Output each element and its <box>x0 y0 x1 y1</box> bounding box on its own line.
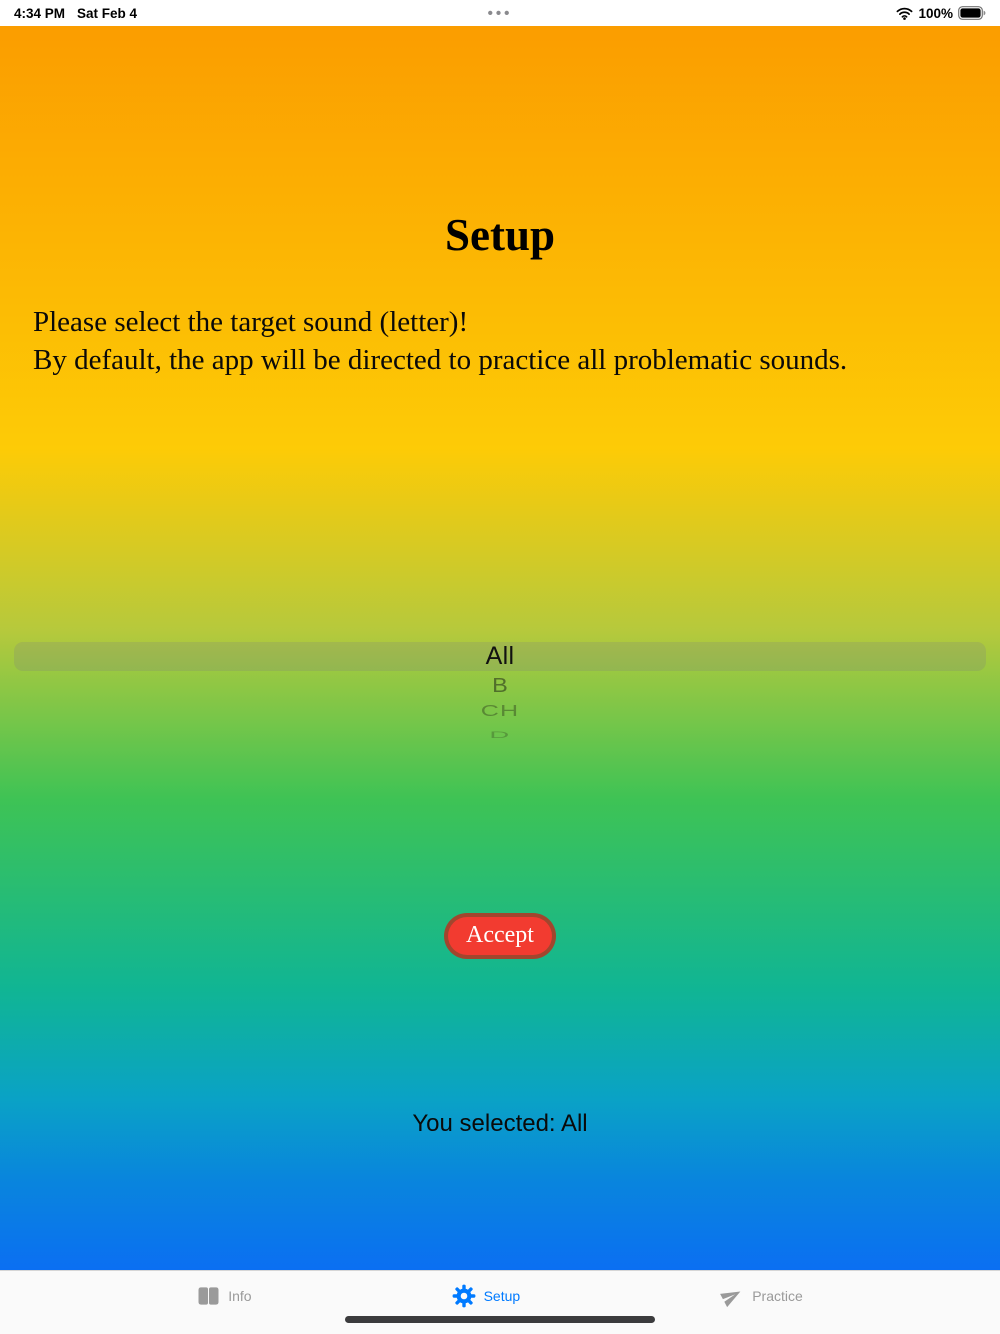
book-icon <box>197 1286 220 1306</box>
picker-item[interactable]: D <box>489 729 511 741</box>
wifi-icon <box>896 7 913 20</box>
page-title: Setup <box>444 210 556 260</box>
selection-status-text: You selected: All <box>412 1110 588 1137</box>
sound-picker-wheel[interactable] <box>0 626 1000 751</box>
instruction-line-1: Please select the target sound (letter)! <box>33 306 469 338</box>
instruction-line-2: By default, the app will be directed to practice all problematic sounds. <box>33 344 848 376</box>
tab-practice-label: Practice <box>752 1288 803 1304</box>
tab-info-label: Info <box>228 1288 252 1304</box>
picker-selected-item[interactable]: All <box>485 642 515 670</box>
tab-setup[interactable] <box>452 1284 521 1308</box>
home-indicator[interactable] <box>345 1316 655 1323</box>
tab-bar <box>0 1270 1000 1334</box>
battery-percent: 100% <box>918 5 953 21</box>
accept-button[interactable]: Accept <box>444 913 556 959</box>
battery-icon <box>958 6 986 20</box>
tab-info[interactable] <box>197 1284 251 1308</box>
picker-item[interactable]: B <box>492 673 508 697</box>
main-canvas <box>0 26 1000 1270</box>
status-bar <box>0 0 1000 26</box>
paper-plane-icon <box>720 1284 744 1308</box>
tab-practice[interactable] <box>720 1284 803 1308</box>
status-date: Sat Feb 4 <box>77 5 138 21</box>
tab-setup-label: Setup <box>483 1288 521 1304</box>
multitask-dots[interactable]: ••• <box>487 4 513 22</box>
picker-item[interactable]: CH <box>480 701 520 720</box>
instruction-text <box>33 303 978 379</box>
gear-icon <box>452 1284 476 1308</box>
status-time: 4:34 PM <box>14 5 66 21</box>
